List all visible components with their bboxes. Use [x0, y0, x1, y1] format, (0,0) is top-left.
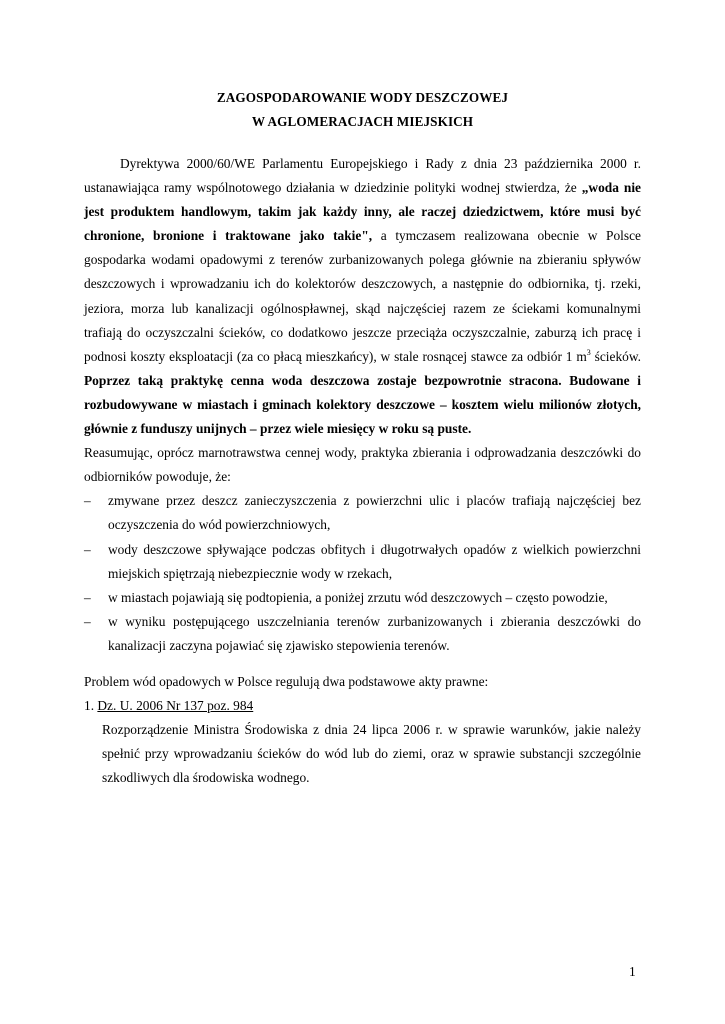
list-item: – w wyniku postępującego uszczelniania terenów zurbanizowanych i zbierania deszczówki do kanalizacji zaczyna pojawiać się zjawisko stepowienia terenów. [84, 610, 641, 658]
legal-act-1 [84, 694, 641, 718]
effects-list [84, 489, 641, 658]
cubic-superscript: 3 [586, 347, 591, 357]
title-line-1: ZAGOSPODAROWANIE WODY DESZCZOWEJ [216, 90, 509, 105]
summary-paragraph: Reasumując, oprócz marnotrawstwa cennej wody, praktyka zbierania i odprowadzania deszczówki do odbiorników powoduje, że: [84, 445, 641, 485]
title-line-2: W AGLOMERACJACH MIEJSKICH [251, 114, 474, 129]
legal-act-number: 1. [84, 698, 98, 714]
intro-text-3: ścieków. [590, 348, 641, 364]
list-item: – w miastach pojawiają się podtopienia, a poniżej zrzutu wód deszczowych – często powodzie, [84, 586, 641, 610]
intro-text-1: Dyrektywa 2000/60/WE Parlamentu Europejskiego i Rady z dnia 23 października 2000 r. ustanawiająca ramy wspólnotowego działania w dziedzinie polityki wodnej stwierdza, że [84, 156, 641, 196]
list-item: – zmywane przez deszcz zanieczyszczenia z powierzchni ulic i placów trafiają najczęściej bez oczyszczenia do wód powierzchniowych, [84, 489, 641, 537]
legal-act-description: Rozporządzenie Ministra Środowiska z dnia 24 lipca 2006 r. w sprawie warunków, jakie należy spełnić przy wprowadzaniu ścieków do wód lub do ziemi, oraz w sprawie substancji szczególnie szkodliwych dla środowiska wodnego. [102, 722, 641, 786]
intro-text-2: a tymczasem realizowana obecnie w Polsce gospodarka wodami opadowymi z terenów zurbanizowanych polega głównie na zbieraniu spływów deszczowych i wprowadzaniu ich do kolektorów deszczowych, a następnie do odbiornika, tj. rzeki, jeziora, morza lub kanalizacji ogólnospławnej, skąd najczęściej razem ze ściekami komunalnymi trafiają do oczyszczalni ścieków, co dodatkowo jeszcze przeciąża oczyszczalnie, zaburzą ich pracę i podnosi koszty eksploatacji (za co płacą mieszkańcy), w stale rosnącej stawce za odbiór 1 m [84, 228, 641, 364]
problem-paragraph: Problem wód opadowych w Polsce regulują dwa podstawowe akty prawne: [84, 673, 489, 689]
page-number: 1 [629, 964, 636, 979]
list-item: – wody deszczowe spływające podczas obfitych i długotrwałych opadów z wielkich powierzchni miejskich spiętrzają niebezpiecznie wody w rzekach, [84, 538, 641, 586]
intro-bold-conclusion: Poprzez taką praktykę cenna woda deszczowa zostaje bezpowrotnie stracona. Budowane i rozbudowywane w miastach i gminach kolektory deszczowe – kosztem wielu milionów złotych, głównie z funduszy unijnych – przez wiele miesięcy w roku są puste. [84, 372, 641, 437]
spacer [84, 658, 641, 670]
intro-paragraph [84, 152, 641, 441]
document-body [84, 152, 641, 790]
legal-act-reference-link[interactable]: Dz. U. 2006 Nr 137 poz. 984 [97, 698, 254, 714]
directive-quote: „woda nie jest produktem handlowym, takim jak każdy inny, ale raczej dziedzictwem, które musi być chronione, bronione i traktowane jako takie", [84, 180, 641, 244]
